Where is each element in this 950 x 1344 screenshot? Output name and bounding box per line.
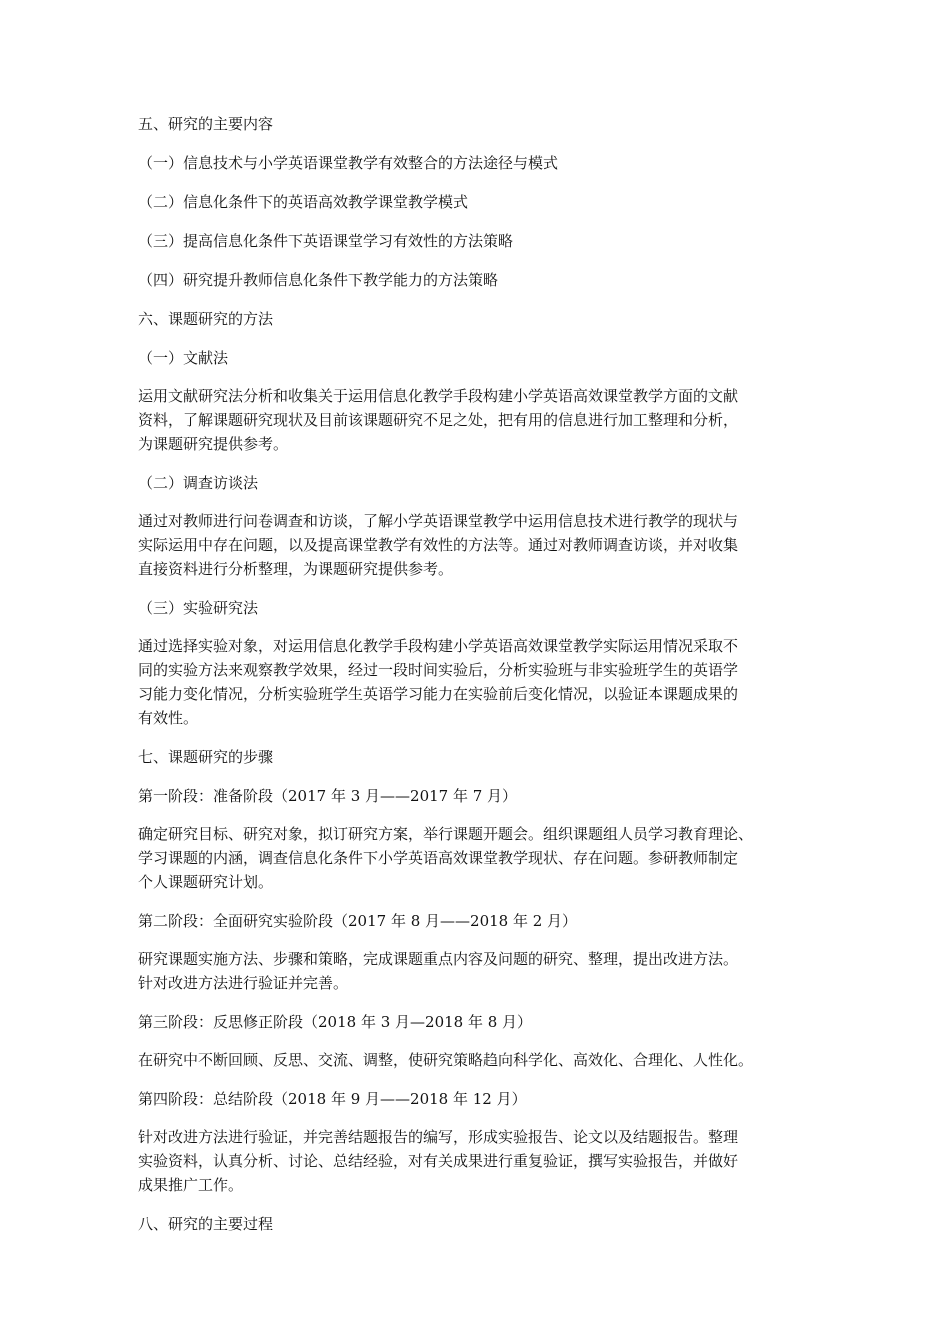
method-paragraph-experiment bbox=[138, 634, 828, 730]
paragraph-line: 习能力变化情况，分析实验班学生英语学习能力在实验前后变化情况，以验证本课题成果的 bbox=[138, 685, 739, 703]
paragraph-line: 成果推广工作。 bbox=[138, 1176, 244, 1194]
paragraph-line: 运用文献研究法分析和收集关于运用信息化教学手段构建小学英语高效课堂教学方面的文献 bbox=[138, 387, 739, 405]
paragraph-line: 通过选择实验对象，对运用信息化教学手段构建小学英语高效课堂教学实际运用情况采取不 bbox=[138, 637, 739, 655]
paragraph-line: 为课题研究提供参考。 bbox=[138, 435, 289, 453]
paragraph-line: 实验资料，认真分析、讨论、总结经验，对有关成果进行重复验证，撰写实验报告，并做好 bbox=[138, 1152, 739, 1170]
method-title-literature: （一）文献法 bbox=[138, 349, 229, 367]
section-heading-6: 六、课题研究的方法 bbox=[138, 310, 274, 328]
method-paragraph-literature bbox=[138, 384, 828, 456]
paragraph-line: 有效性。 bbox=[138, 709, 199, 727]
stage-title-4: 第四阶段：总结阶段（2018 年 9 月——2018 年 12 月） bbox=[138, 1090, 527, 1108]
section-heading-5: 五、研究的主要内容 bbox=[138, 115, 274, 133]
stage-title-3: 第三阶段：反思修正阶段（2018 年 3 月—2018 年 8 月） bbox=[138, 1013, 533, 1031]
content-item-4: （四）研究提升教师信息化条件下教学能力的方法策略 bbox=[138, 271, 499, 289]
paragraph-line: 实际运用中存在问题，以及提高课堂教学有效性的方法等。通过对教师调查访谈，并对收集 bbox=[138, 536, 739, 554]
stage-title-1: 第一阶段：准备阶段（2017 年 3 月——2017 年 7 月） bbox=[138, 787, 518, 805]
stage-paragraph-4 bbox=[138, 1125, 828, 1197]
method-title-survey: （二）调查访谈法 bbox=[138, 474, 259, 492]
method-title-experiment: （三）实验研究法 bbox=[138, 599, 259, 617]
paragraph-line: 同的实验方法来观察教学效果，经过一段时间实验后，分析实验班与非实验班学生的英语学 bbox=[138, 661, 739, 679]
content-item-1: （一）信息技术与小学英语课堂教学有效整合的方法途径与模式 bbox=[138, 154, 559, 172]
stage-paragraph-1 bbox=[138, 822, 828, 894]
paragraph-line: 学习课题的内涵，调查信息化条件下小学英语高效课堂教学现状、存在问题。参研教师制定 bbox=[138, 849, 739, 867]
stage-title-2: 第二阶段：全面研究实验阶段（2017 年 8 月——2018 年 2 月） bbox=[138, 912, 578, 930]
content-item-2: （二）信息化条件下的英语高效教学课堂教学模式 bbox=[138, 193, 469, 211]
content-item-3: （三）提高信息化条件下英语课堂学习有效性的方法策略 bbox=[138, 232, 514, 250]
stage-paragraph-3 bbox=[138, 1048, 828, 1072]
stage-paragraph-2 bbox=[138, 947, 828, 995]
paragraph-line: 针对改进方法进行验证，并完善结题报告的编写，形成实验报告、论文以及结题报告。整理 bbox=[138, 1128, 739, 1146]
section-heading-8: 八、研究的主要过程 bbox=[138, 1215, 274, 1233]
method-paragraph-survey bbox=[138, 509, 828, 581]
paragraph-line: 确定研究目标、研究对象，拟订研究方案，举行课题开题会。组织课题组人员学习教育理论、 bbox=[138, 825, 754, 843]
paragraph-line: 针对改进方法进行验证并完善。 bbox=[138, 974, 349, 992]
paragraph-line: 资料，了解课题研究现状及目前该课题研究不足之处，把有用的信息进行加工整理和分析， bbox=[138, 411, 739, 429]
paragraph-line: 个人课题研究计划。 bbox=[138, 873, 274, 891]
paragraph-line: 研究课题实施方法、步骤和策略，完成课题重点内容及问题的研究、整理，提出改进方法。 bbox=[138, 950, 739, 968]
document-content bbox=[138, 112, 828, 1236]
paragraph-line: 在研究中不断回顾、反思、交流、调整，使研究策略趋向科学化、高效化、合理化、人性化。 bbox=[138, 1051, 754, 1069]
paragraph-line: 通过对教师进行问卷调查和访谈，了解小学英语课堂教学中运用信息技术进行教学的现状与 bbox=[138, 512, 739, 530]
paragraph-line: 直接资料进行分析整理，为课题研究提供参考。 bbox=[138, 560, 454, 578]
section-heading-7: 七、课题研究的步骤 bbox=[138, 748, 274, 766]
